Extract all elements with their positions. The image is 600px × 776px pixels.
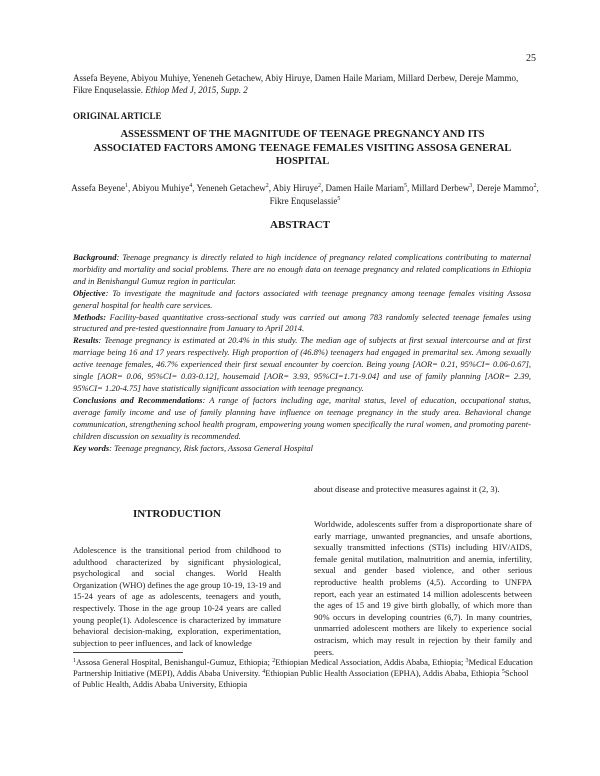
author-name: Assefa Beyene — [71, 183, 126, 193]
abstract-methods — [73, 312, 531, 336]
author-list: Assefa Beyene$^1$, Abiyou Muhiye$^4$, Yeneneh Getachew$^2$, Abiy Hiruye$^2$, Damen Haile Mariam$^5$, Millard Derbew$^3$, Dereje Mammo$^2$, Fikre Enquselassie$^5$ — [71, 183, 539, 206]
footnote-divider — [73, 652, 183, 653]
introduction-left-paragraph: Adolescence is the transitional period from childhood to adulthood characterized by significant physiological, psychological and social changes. World Health Organization (WHO) defines the age group 10-19, 13-19 and 15-24 years of age as adolescents, teenagers and youth, respectively. Those in the age group 10-24 years are called young people(1). Adolescence is characterized by immature behavioral decision-making, exploration, experimentation, subjection to peer influences, and lack of knowledge — [73, 545, 281, 648]
affiliation-mark: 2 — [533, 183, 537, 189]
affiliation-mark: 2 — [318, 183, 322, 189]
author-name: Millard Derbew — [411, 183, 470, 193]
abstract-text: Teenage pregnancy, Risk factors, Assosa General Hospital — [114, 442, 314, 453]
introduction-right-paragraph: Worldwide, adolescents suffer from a disproportionate share of early marriage, unwanted pregnancies, and unsafe abortions, sexually transmitted infections (STIs) including HIV/AIDS, female genital mutilation, malnutrition and anemia, infertility, sexual and gender based violence, and other serious reproductive health problems (4,5). According to UNFPA report, each year an estimated 14 million adolescents between the ages of 15 and 19 give birth globally, of which more than 90% occurs in developing countries (6,7). In many countries, unmarried adolescent mothers are likely to experience social ostracism, which may result in rejection by their family and peers. — [314, 519, 532, 657]
abstract-label: Methods: — [73, 311, 107, 322]
author-name: Abiy Hiruye — [272, 183, 319, 193]
abstract-background: Background: Teenage pregnancy is directly related to high incidence of pregnancy related complications contributing to maternal morbidity and mortality and social problems. There are no enough data on teenage pregnancy and related complications in Ethiopia and in Benishangul Gumuz region in particular. — [73, 252, 531, 286]
abstract-text: To investigate the magnitude and factors associated with teenage pregnancy among teenage females visiting Assosa general hospital for health care services. — [73, 287, 531, 310]
author-name: Fikre Enquselassie — [269, 195, 338, 206]
abstract-keywords: Key words: Teenage pregnancy, Risk factors, Assosa General Hospital — [73, 442, 314, 453]
article-title: ASSESSMENT OF THE MAGNITUDE OF TEENAGE PREGNANCY AND ITS ASSOCIATED FACTORS AMONG TEENAGE FEMALES VISITING ASSOSA GENERAL HOSPITAL — [93, 129, 512, 167]
abstract-results: Results: Teenage pregnancy is estimated at 20.4% in this study. The median age of subjects at first sexual intercourse and at first marriage being 16 and 17 years respectively. High proportion of (46.8%) teenagers had engaged in premarital sex. Among sexually active teenage females, 46.7% experienced their first sexual encounter by coercion. Being young [AOR= 0.21, 95%CI= 0.06-0.67], single [AOR= 0.06, 95%CI= 0.03-0.12], housemaid [AOR= 3.93, 95%CI=1.71-9.04] and use of family planning [AOR= 2.39, 95%CI= 1.20-4.75] have statistically significant association with teenage pregnancy. — [73, 335, 531, 393]
abstract-text: Teenage pregnancy is directly related to high incidence of pregnancy related complications contributing to maternal morbidity and mortality and social problems. There are no enough data on teenage pregnancy and related complications in Ethiopia and in Benishangul Gumuz region in particular. — [73, 252, 531, 286]
introduction-heading: INTRODUCTION — [132, 508, 221, 520]
abstract-text: A range of factors including age, marital status, level of education, occupational status, average family income and use of family planning have influence on teenage pregnancy in the study area. Behavioral change communication, strengthening school health program, empowering young women specifically the rural women, and promoting parent-children discussion on sexuality is recommended. — [73, 394, 532, 441]
abstract-text: Teenage pregnancy is estimated at 20.4% in this study. The median age of subjects at first sexual intercourse and at first marriage being 16 and 17 years respectively. High proportion of (46.8%) teenagers had engaged in premarital sex. Among sexually active teenage females, 46.7% experienced their first sexual encounter by coercion. Being young [AOR= 0.21, 95%CI= 0.06-0.67], single [AOR= 0.06, 95%CI= 0.03-0.12], housemaid [AOR= 3.93, 95%CI=1.71-9.04] and use of family planning [AOR= 2.39, 95%CI= 1.20-4.75] have statistically significant association with teenage pregnancy. — [73, 335, 531, 393]
affiliation-footnotes — [73, 657, 535, 691]
footnote-text: Ethiopian Public Health Association (EPHA), Addis Ababa, Ethiopia — [265, 668, 502, 679]
abstract-label: Results — [73, 335, 99, 346]
author-name: Dereje Mammo — [476, 183, 534, 193]
abstract-label: Conclusions and Recommendations — [73, 394, 203, 405]
abstract-objective: Objective: To investigate the magnitude and factors associated with teenage pregnancy among teenage females visiting Assosa general hospital for health care services. — [73, 287, 531, 310]
running-head-authors: Assefa Beyene, Abiyou Muhiye, Yeneneh Getachew, Abiy Hiruye, Damen Haile Mariam, Millard Derbew, Dereje Mammo, Fikre Enquselassie. — [73, 73, 519, 95]
abstract-body — [73, 252, 531, 454]
footnote-text: Ethiopian Medical Association, Addis Ababa, Ethiopia; — [275, 657, 466, 667]
running-head-journal: Ethiop Med J, 2015, Supp. 2 — [145, 85, 248, 95]
abstract-heading: ABSTRACT — [270, 219, 330, 231]
running-head — [73, 72, 533, 96]
abstract-label: Objective — [73, 287, 106, 298]
affiliation-mark: 4 — [189, 183, 193, 189]
affiliation-mark: 5 — [404, 183, 407, 189]
author-name: Abiyou Muhiye — [132, 183, 190, 193]
footnote-number: 1 — [73, 658, 76, 664]
footnote-number: 5 — [501, 669, 505, 676]
author-name: Damen Haile Mariam — [325, 183, 404, 193]
footnote-text: School of Public Health, Addis Ababa University, Ethiopia — [73, 668, 529, 690]
abstract-label: Background — [73, 252, 117, 262]
footnote-text: Assosa General Hospital, Benishangul-Gumuz, Ethiopia; — [76, 657, 273, 667]
abstract-text: Facility-based quantitative cross-sectional study was carried out among 783 randomly selected teenage females using structured and pre-tested questionnaire from January to April 2014. — [73, 311, 532, 334]
introduction-right-continuation: about disease and protective measures against it (2, 3). — [314, 484, 500, 494]
footnote-number: 4 — [262, 669, 266, 676]
footnote-text: Medical Education Partnership Initiative (MEPI), Addis Ababa University. — [73, 657, 533, 679]
footnote-number: 3 — [465, 658, 469, 664]
page-number: 25 — [526, 53, 536, 64]
affiliation-mark: 2 — [265, 183, 269, 189]
author-name: Yeneneh Getachew — [196, 183, 266, 193]
footnote-number: 2 — [272, 658, 276, 664]
affiliation-mark: 5 — [337, 195, 341, 202]
abstract-label: Key words — [73, 442, 110, 453]
affiliation-mark: 1 — [125, 183, 129, 189]
abstract-conclusions: Conclusions and Recommendations: A range of factors including age, marital status, level of education, occupational status, average family income and use of family planning have influence on teenage pregnancy in the study area. Behavioral change communication, strengthening school health program, empowering young women specifically the rural women, and promoting parent-children discussion on sexuality is recommended. — [73, 394, 532, 441]
article-type: ORIGINAL ARTICLE — [73, 111, 162, 121]
affiliation-mark: 3 — [469, 183, 473, 189]
